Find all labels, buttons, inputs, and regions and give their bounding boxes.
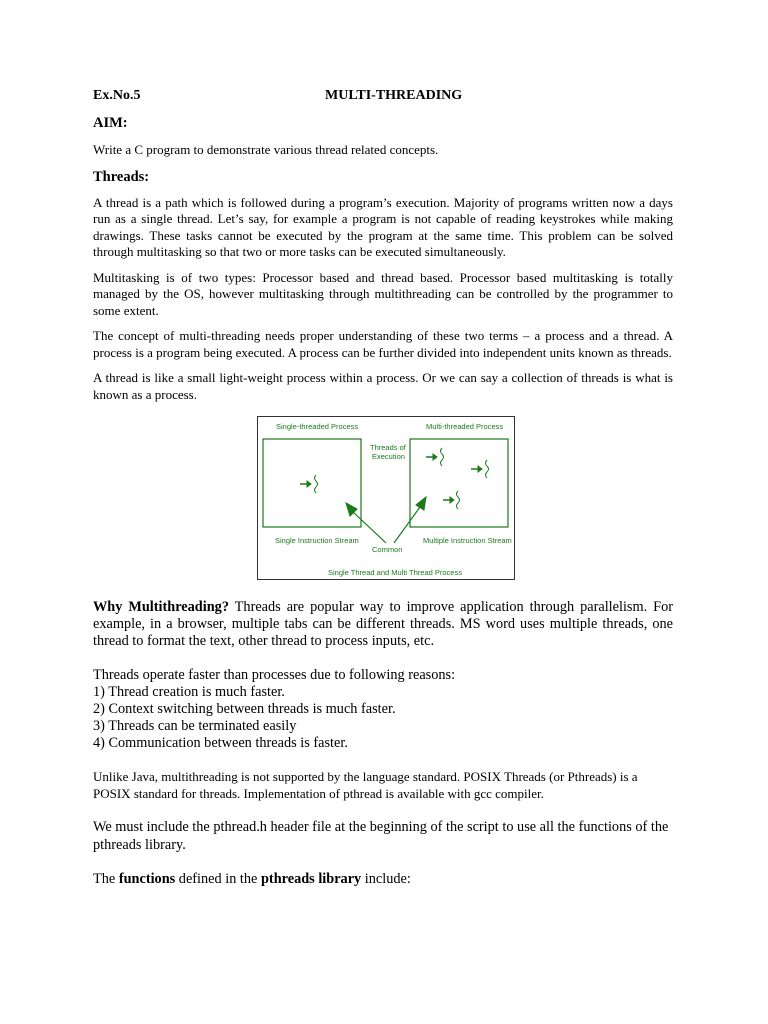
- list-item: 3) Threads can be terminated easily: [93, 718, 297, 734]
- thread-icon: [471, 460, 489, 478]
- threads-heading: Threads:: [93, 168, 150, 185]
- list-item: 1) Thread creation is much faster.: [93, 684, 285, 700]
- threads-paragraph-2: Multitasking is of two types: Processor based and thread based. Processor based multitasking is totally managed by the OS, however multitasking through multithreading can be controlled by the programmer to some extent.: [93, 269, 673, 318]
- threads-of-execution-label-2: Execution: [372, 452, 405, 461]
- threads-paragraph-1: A thread is a path which is followed during a program’s execution. Majority of programs written now a days run as a single thread. Let’s say, for example a program is not capable of reading keystrokes while making drawings. These tasks cannot be executed by the program at the same time. This problem can be solved through multitasking so that two or more tasks can be executed simultaneously.: [93, 194, 673, 259]
- single-process-box: [263, 439, 361, 527]
- threads-paragraph-3: The concept of multi-threading needs proper understanding of these two terms – a process and a thread. A process is a program being executed. A process can be further divided into independent units known as threads.: [93, 328, 673, 360]
- list-item: 2) Context switching between threads is much faster.: [93, 701, 396, 717]
- thread-icon: [443, 491, 460, 509]
- aim-heading: AIM:: [93, 115, 128, 131]
- reasons-intro: Threads operate faster than processes due to following reasons:: [93, 667, 456, 683]
- diagram-caption: Single Thread and Multi Thread Process: [328, 568, 462, 577]
- functions-mid: defined in the: [175, 871, 261, 887]
- why-multithreading-paragraph: [93, 599, 673, 650]
- thread-diagram-svg: [258, 417, 514, 579]
- single-stream-label: Single Instruction Stream: [275, 536, 359, 545]
- exercise-header: [93, 88, 673, 110]
- why-multithreading-heading: Why Multithreading?: [93, 599, 229, 615]
- reasons-list: [93, 667, 673, 752]
- functions-bold: functions: [118, 871, 176, 887]
- document-page: [93, 88, 673, 889]
- threads-of-execution-label-1: Threads of: [370, 443, 406, 452]
- thread-icon: [300, 475, 318, 493]
- thread-diagram: [257, 416, 515, 580]
- multi-process-box: [410, 439, 508, 527]
- thread-icon: [426, 448, 444, 466]
- posix-paragraph: Unlike Java, multithreading is not supported by the language standard. POSIX Threads (or Pthreads) is a POSIX standard for threads. Implementation of pthread is available with gcc compiler.: [93, 769, 638, 801]
- multiple-stream-label: Multiple Instruction Stream: [423, 536, 512, 545]
- exercise-title: MULTI-THREADING: [325, 88, 463, 103]
- pthreads-library-bold: pthreads library: [260, 871, 362, 887]
- aim-text: Write a C program to demonstrate various thread related concepts.: [93, 142, 439, 157]
- single-threaded-label: Single-threaded Process: [276, 422, 359, 431]
- list-item: 4) Communication between threads is faster.: [93, 735, 348, 751]
- common-label: Common: [372, 545, 403, 554]
- functions-paragraph: [93, 871, 673, 889]
- include-paragraph: We must include the pthread.h header file at the beginning of the script to use all the functions of the pthreads library.: [93, 819, 669, 853]
- multi-threaded-label: Multi-threaded Process: [426, 422, 504, 431]
- threads-paragraph-4: A thread is like a small light-weight process within a process. Or we can say a collection of threads is what is known as a process.: [93, 370, 673, 402]
- functions-pre: The: [93, 871, 119, 887]
- exercise-number: Ex.No.5: [93, 88, 141, 103]
- functions-post: include:: [361, 871, 411, 887]
- why-multithreading-text: Threads are popular way to improve application through parallelism. For example, in a browser, multiple tabs can be different threads. MS word uses multiple threads, one thread to format the text, other thread to process inputs, etc.: [93, 599, 674, 649]
